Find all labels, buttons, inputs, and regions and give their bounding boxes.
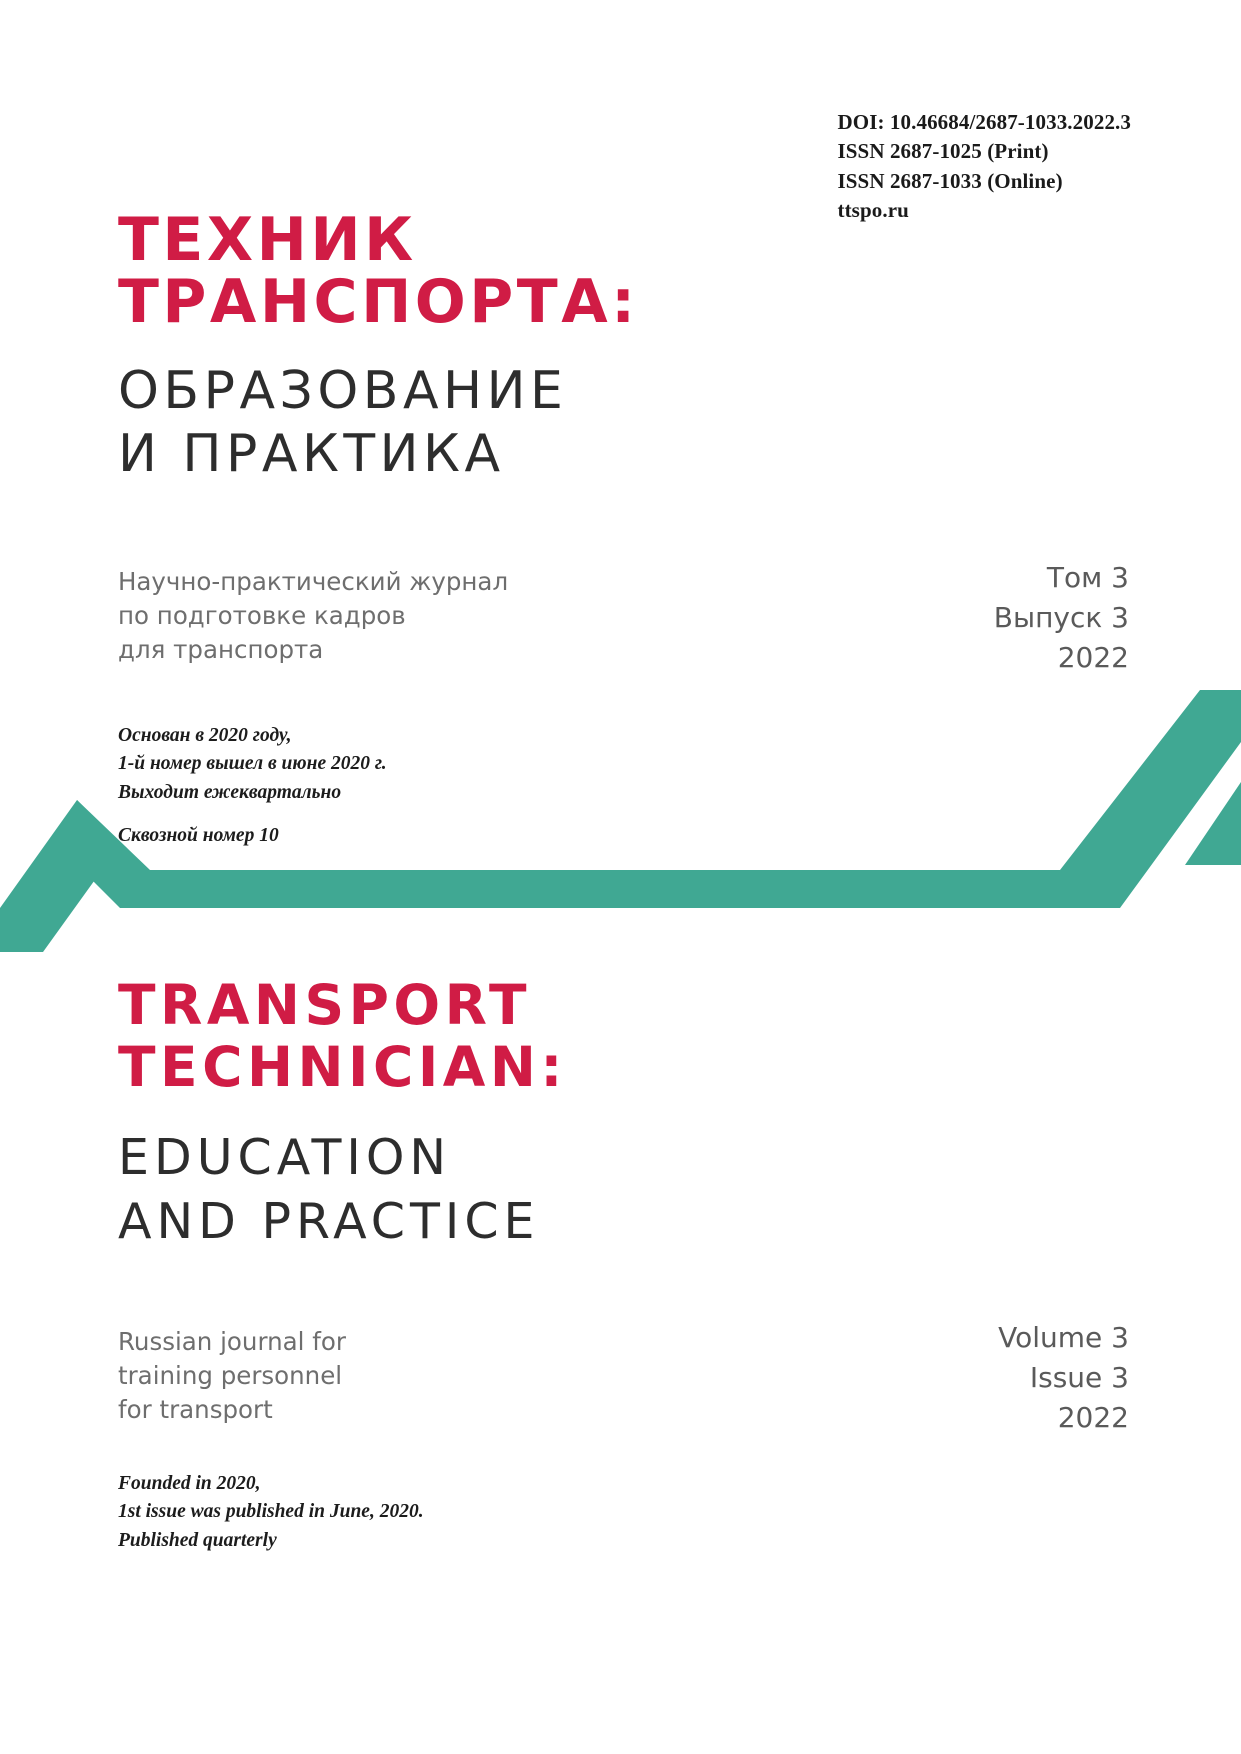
russian-subtitle-line-3: для транспорта xyxy=(118,634,324,664)
issn-online-text: ISSN 2687-1033 (Online) xyxy=(837,168,1063,193)
russian-subtitle xyxy=(118,565,508,666)
english-volume-block xyxy=(998,1318,1129,1437)
russian-serial-number: Сквозной номер 10 xyxy=(118,825,279,846)
teal-divider-graphic xyxy=(0,690,1241,960)
russian-volume-block xyxy=(994,558,1129,677)
english-title-line-1: TRANSPORT xyxy=(118,973,532,1037)
russian-title-line-1: ТЕХНИК xyxy=(118,205,417,275)
english-founded-line-1: Founded in 2020, xyxy=(118,1473,261,1494)
english-subtitle-line-3: for transport xyxy=(118,1394,273,1424)
english-subtitle xyxy=(118,1325,346,1426)
english-subtitle-line-2: training personnel xyxy=(118,1360,343,1390)
english-title-line-3: EDUCATION xyxy=(118,1129,452,1187)
russian-subtitle-line-2: по подготовке кадров xyxy=(118,600,406,630)
russian-title-block xyxy=(118,205,878,486)
teal-chevron-shapes xyxy=(0,690,1241,960)
russian-founded-line-1: Основан в 2020 году, xyxy=(118,725,292,746)
russian-founded-line-2: 1-й номер вышел в июне 2020 г. xyxy=(118,753,387,775)
issn-print-text: ISSN 2687-1025 (Print) xyxy=(837,139,1049,164)
english-title-block xyxy=(118,975,918,1254)
english-founded-note xyxy=(118,1470,424,1555)
russian-founded-line-3: Выходит ежеквартально xyxy=(118,781,342,803)
doi-text: DOI: 10.46684/2687-1033.2022.3 xyxy=(837,110,1131,134)
journal-website-text: ttspo.ru xyxy=(837,198,909,223)
english-founded-line-3: Published quarterly xyxy=(118,1529,277,1551)
russian-subtitle-line-1: Научно-практический журнал xyxy=(118,567,509,596)
english-year: 2022 xyxy=(1057,1400,1129,1434)
english-subtitle-line-1: Russian journal for xyxy=(118,1327,346,1356)
russian-title-line-2: ТРАНСПОРТА: xyxy=(118,266,639,337)
english-volume: Volume 3 xyxy=(998,1321,1129,1354)
russian-title-line-3: ОБРАЗОВАНИЕ xyxy=(118,360,568,421)
russian-issue: Выпуск 3 xyxy=(993,600,1129,634)
russian-year: 2022 xyxy=(1057,640,1129,674)
english-issue: Issue 3 xyxy=(1029,1360,1129,1394)
english-founded-line-2: 1st issue was published in June, 2020. xyxy=(118,1501,424,1523)
russian-volume: Том 3 xyxy=(1046,561,1129,594)
journal-identifiers xyxy=(838,108,1132,226)
russian-title-line-4: И ПРАКТИКА xyxy=(118,424,505,485)
english-title-line-2: TECHNICIAN: xyxy=(118,1034,567,1099)
english-title-line-4: AND PRACTICE xyxy=(118,1192,540,1250)
